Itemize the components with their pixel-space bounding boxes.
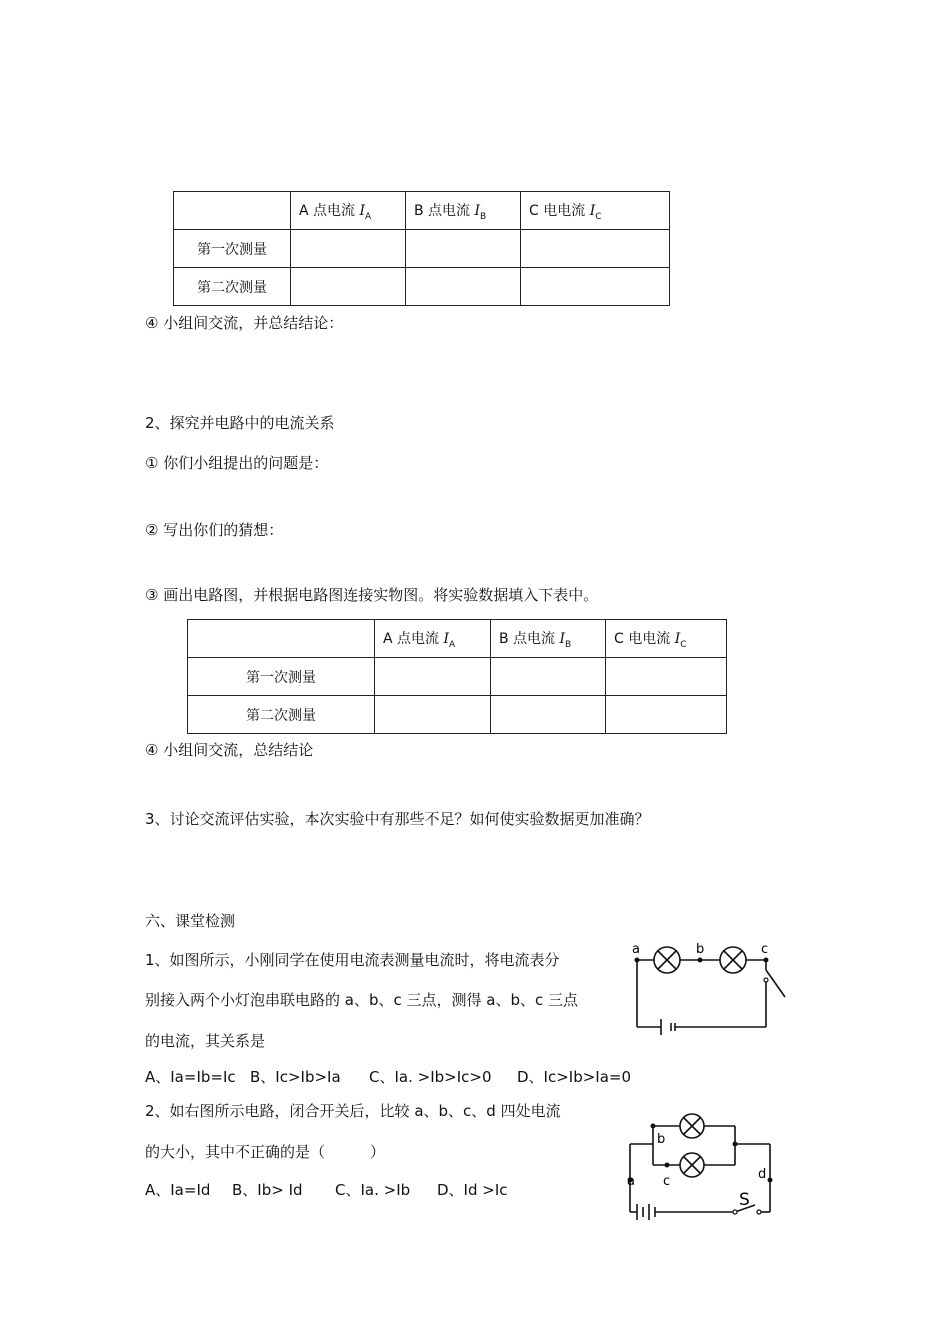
lamp-icon (680, 1153, 704, 1177)
q1-option-d: D、Ic>Ib>Ia=0 (517, 1068, 632, 1086)
fig1-label-a: a (632, 942, 640, 957)
table1-row-1-label: 第一次测量 (174, 230, 291, 268)
table2-header-c: C 电电流 $I_C$ (606, 620, 727, 658)
fig1-label-b: b (696, 942, 705, 957)
s2-step4: ④ 小组间交流，总结结论 (145, 741, 314, 759)
s2-title: 2、探究并电路中的电流关系 (145, 414, 335, 432)
q1-line1: 1、如图所示，小刚同学在使用电流表测量电流时，将电流表分 (145, 951, 560, 969)
table1-cell[interactable] (291, 230, 406, 268)
table1-header-c: C 电电流 $I_C$ (521, 192, 670, 230)
table2-cell[interactable] (491, 696, 606, 734)
table2-cell[interactable] (606, 658, 727, 696)
table1-cell[interactable] (406, 230, 521, 268)
table1-row-2-label: 第二次测量 (174, 268, 291, 306)
q2-option-d: D、Id >Ic (437, 1181, 508, 1199)
table2-row-1-label: 第一次测量 (188, 658, 375, 696)
table1-header-b: B 点电流 $I_B$ (406, 192, 521, 230)
table2-header-b: B 点电流 $I_B$ (491, 620, 606, 658)
table2-row-2-label: 第二次测量 (188, 696, 375, 734)
q1-option-b: B、Ic>Ib>Ia (250, 1068, 341, 1086)
s2-step2: ② 写出你们的猜想： (145, 521, 284, 539)
fig1-label-c: c (761, 942, 769, 957)
s2-step3: ③ 画出电路图，并根据电路图连接实物图。将实验数据填入下表中。 (145, 586, 599, 604)
q2-line2: 的大小，其中不正确的是（ ） (145, 1143, 386, 1161)
q2-option-a: A、Ia=Id (145, 1181, 211, 1199)
lamp-icon (720, 947, 746, 973)
table1-cell[interactable] (291, 268, 406, 306)
table1-corner (174, 192, 291, 230)
q2-line1: 2、如右图所示电路，闭合开关后，比较 a、b、c、d 四处电流 (145, 1102, 561, 1120)
q1-line3: 的电流，其关系是 (145, 1032, 266, 1050)
fig2-label-c: c (663, 1174, 671, 1189)
q1-option-a: A、Ia=Ib=Ic (145, 1068, 236, 1086)
parallel-circuit-diagram (615, 1110, 785, 1232)
fig2-label-s: S (739, 1190, 750, 1210)
section6-title: 六、课堂检测 (145, 912, 236, 930)
s2-step1: ① 你们小组提出的问题是： (145, 454, 329, 472)
q2-option-b: B、Ib> Id (232, 1181, 303, 1199)
table2-cell[interactable] (606, 696, 727, 734)
s3-text: 3、讨论交流评估实验，本次实验中有那些不足？如何使实验数据更加准确？ (145, 810, 650, 828)
table2-cell[interactable] (375, 658, 491, 696)
lamp-icon (654, 947, 680, 973)
fig2-label-b: b (657, 1132, 666, 1147)
table2-cell[interactable] (491, 658, 606, 696)
table1-cell[interactable] (521, 268, 670, 306)
fig2-label-a: a (627, 1174, 635, 1189)
s1-step4: ④ 小组间交流，并总结结论： (145, 314, 344, 332)
q1-option-c: C、Ia. >Ib>Ic>0 (369, 1068, 492, 1086)
q2-option-c: C、Ia. >Ib (335, 1181, 411, 1199)
table2-header-a: A 点电流 $I_A$ (375, 620, 491, 658)
table1-header-a: A 点电流 $I_A$ (291, 192, 406, 230)
measurement-table-1 (173, 191, 670, 306)
lamp-icon (680, 1114, 704, 1138)
table1-cell[interactable] (521, 230, 670, 268)
table2-corner (188, 620, 375, 658)
q1-line2: 别接入两个小灯泡串联电路的 a、b、c 三点，测得 a、b、c 三点 (145, 991, 578, 1009)
series-circuit-diagram (630, 940, 820, 1045)
fig2-label-d: d (758, 1167, 767, 1182)
measurement-table-2 (187, 619, 727, 734)
table1-cell[interactable] (406, 268, 521, 306)
table2-cell[interactable] (375, 696, 491, 734)
